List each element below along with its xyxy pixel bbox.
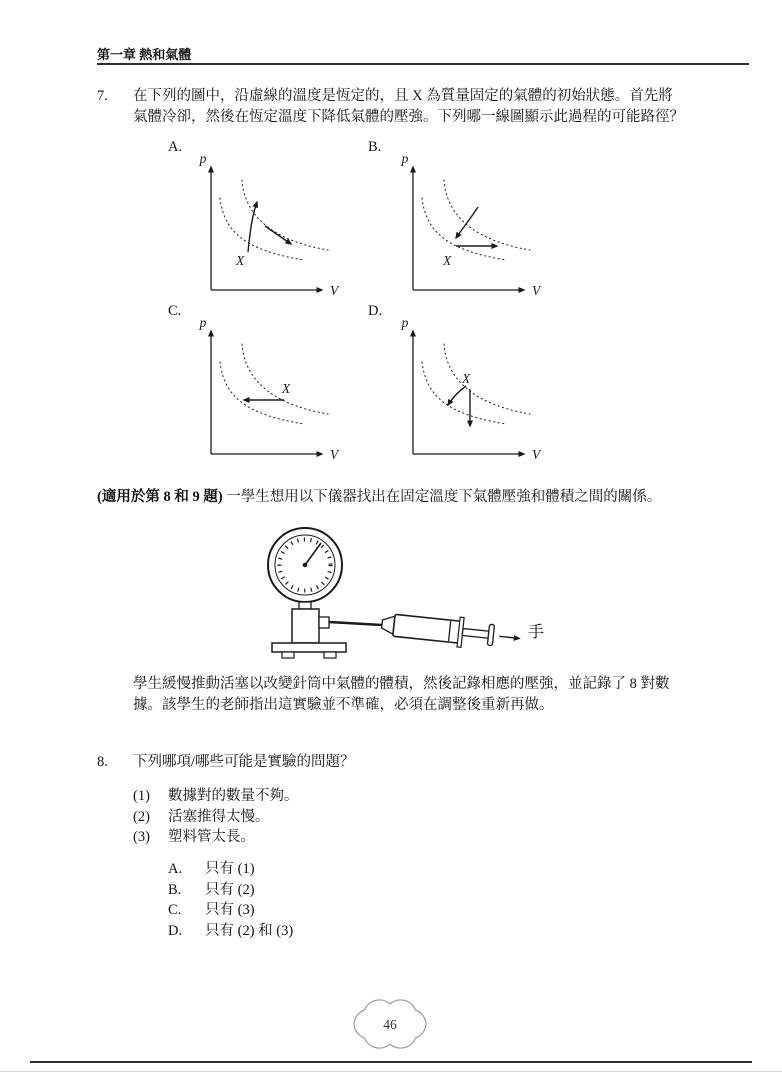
option-label-a: A. bbox=[168, 139, 183, 155]
statement-1 bbox=[133, 786, 299, 807]
stand-foot-left bbox=[282, 652, 294, 658]
pressure-gauge bbox=[268, 528, 342, 602]
isotherm-upper bbox=[242, 344, 328, 414]
statement-1-number: (1) bbox=[133, 788, 150, 804]
option-label-c: C. bbox=[168, 303, 182, 319]
question-8-number: 8. bbox=[97, 754, 108, 770]
question-8 bbox=[97, 752, 690, 773]
choice-a bbox=[168, 859, 293, 880]
question-8-statements bbox=[133, 786, 299, 848]
choice-d-label: D. bbox=[168, 922, 183, 939]
experiment-description-line2: 據。該學生的老師指出這實驗並不準確，必須在調整後重新再做。 bbox=[133, 696, 554, 713]
isotherm-upper bbox=[444, 180, 530, 250]
gauge-pivot bbox=[303, 563, 308, 568]
header-rule bbox=[97, 63, 749, 65]
choice-c-text: 只有 (3) bbox=[205, 902, 255, 918]
v-axis-label: V bbox=[330, 447, 339, 462]
statement-2-text: 活塞推得太慢。 bbox=[168, 808, 270, 825]
p-axis-label: p bbox=[401, 151, 409, 166]
plunger-rod bbox=[462, 628, 489, 638]
pv-graph-c bbox=[186, 314, 346, 466]
choice-a-label: A. bbox=[168, 861, 183, 877]
choice-c bbox=[168, 900, 293, 921]
statement-2 bbox=[133, 807, 299, 828]
statement-3 bbox=[133, 827, 299, 848]
apparatus-diagram bbox=[170, 520, 570, 670]
stand-base bbox=[272, 643, 346, 652]
chapter-header: 第一章 熱和氣體 bbox=[97, 47, 192, 62]
section-8-9-range: (適用於第 8 和 9 題) bbox=[97, 489, 223, 505]
outlet-block bbox=[319, 617, 329, 628]
option-label-d: D. bbox=[368, 303, 383, 319]
section-8-9-text: 一學生想用以下儀器找出在固定溫度下氣體壓強和體積之間的關係。 bbox=[222, 489, 662, 505]
section-8-9-intro bbox=[97, 487, 737, 508]
process-arrow-curve bbox=[448, 386, 466, 405]
question-7-line1: 在下列的圖中，沿虛線的溫度是恆定的，且 X 為質量固定的氣體的初始狀態。首先將 bbox=[133, 88, 673, 104]
option-label-b: B. bbox=[368, 139, 382, 155]
isotherm-upper bbox=[444, 344, 530, 414]
p-axis-label: p bbox=[199, 315, 207, 330]
choice-d-text: 只有 (2) 和 (3) bbox=[205, 922, 294, 939]
pv-graph-a bbox=[186, 150, 346, 302]
state-x-label: X bbox=[236, 253, 245, 268]
question-7 bbox=[97, 86, 690, 127]
choice-a-text: 只有 (1) bbox=[205, 861, 255, 877]
choice-c-label: C. bbox=[168, 902, 182, 918]
p-axis-label: p bbox=[199, 151, 207, 166]
pv-graph-b bbox=[388, 150, 548, 302]
v-axis-label: V bbox=[330, 283, 339, 298]
question-8-choices bbox=[168, 859, 293, 941]
state-x-label: X bbox=[443, 253, 452, 268]
process-arrow-down-left bbox=[456, 207, 478, 238]
process-arrow-up bbox=[248, 202, 257, 252]
page-number-cloud bbox=[344, 996, 436, 1052]
pv-graph-d bbox=[388, 314, 548, 466]
statement-1-text: 數據對的數量不夠。 bbox=[168, 788, 299, 804]
gauge-neck bbox=[299, 602, 311, 609]
hand-label: 手 bbox=[528, 624, 545, 641]
choice-b-text: 只有 (2) bbox=[205, 881, 255, 898]
experiment-description bbox=[133, 674, 703, 715]
choice-b bbox=[168, 880, 293, 901]
v-axis-label: V bbox=[532, 283, 541, 298]
stand-foot-right bbox=[324, 652, 336, 658]
state-x-label: X bbox=[282, 381, 291, 396]
statement-2-number: (2) bbox=[133, 808, 150, 825]
v-axis-label: V bbox=[532, 447, 541, 462]
question-7-number: 7. bbox=[97, 88, 108, 104]
stand-body bbox=[292, 609, 319, 643]
choice-d bbox=[168, 921, 293, 942]
footer-rule bbox=[30, 1061, 752, 1063]
isotherm-lower bbox=[422, 198, 506, 260]
syringe bbox=[380, 609, 520, 653]
connecting-tube bbox=[329, 622, 382, 625]
isotherm-lower bbox=[220, 198, 304, 260]
question-7-line2: 氣體冷卻，然後在恆定溫度下降低氣體的壓強。下列哪一線圖顯示此過程的可能路徑？ bbox=[133, 108, 684, 125]
state-x-label: X bbox=[462, 371, 471, 386]
hand-pull-arrow bbox=[499, 636, 519, 638]
process-arrow-down-right bbox=[265, 226, 291, 244]
page-number: 46 bbox=[383, 1017, 397, 1032]
question-7-text bbox=[133, 86, 684, 127]
isotherm-lower bbox=[220, 362, 304, 424]
question-8-text: 下列哪項/哪些可能是實驗的問題？ bbox=[133, 754, 355, 770]
statement-3-number: (3) bbox=[133, 829, 150, 845]
gauge-stand bbox=[272, 602, 346, 658]
experiment-description-line1: 學生緩慢推動活塞以改變針筒中氣體的體積，然後記錄相應的壓強，並記錄了 8 對數 bbox=[133, 676, 670, 692]
choice-b-label: B. bbox=[168, 881, 182, 898]
statement-3-text: 塑料管太長。 bbox=[168, 829, 255, 845]
p-axis-label: p bbox=[401, 315, 409, 330]
plunger-thumb-rest bbox=[487, 624, 494, 645]
